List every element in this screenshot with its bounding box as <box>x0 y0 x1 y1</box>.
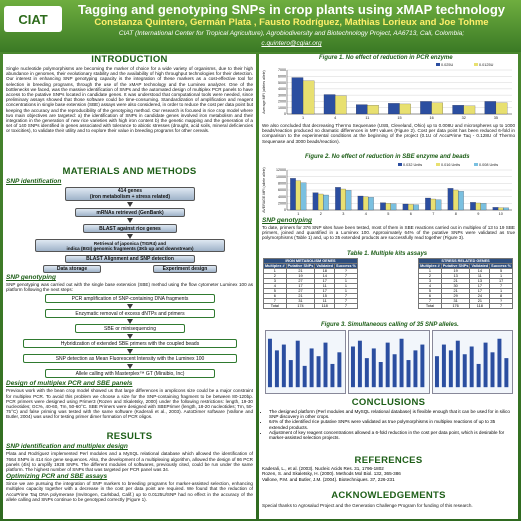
design-heading: Design of multiplex PCR and SBE panels <box>6 380 133 388</box>
table-cell: 118 <box>470 304 490 309</box>
legend-swatch <box>474 63 478 66</box>
bar <box>448 188 453 210</box>
poster-header <box>0 0 521 52</box>
snp-identification-heading: SNP identification <box>6 178 62 185</box>
results-text3: We also concluded that decreasing Thermo Sequenase (USB, Cleveland, Ohio) up to 0.008U and microspheres up to 1000 beads/reaction produced no dramatic differences in MFI values (Figure 2). Cost per data point has been reduced 6-fold in comparison to the experimental conditions at the beginning of the project (0.1U of AccuPrime Taq - 0.128U of Thermo Sequenase and 3000 beads/reaction). <box>262 123 515 144</box>
table-cell: 21 <box>286 269 315 274</box>
y-axis-label: AVERAGE MFI (allele allele) <box>262 167 266 213</box>
table-cell: 14 <box>470 269 490 274</box>
intro-text: Single nucleotide polymorphisms are becoming the marker of choice for a wide variety of organisms, due to their high abundance in genomes, their evolutionary stability and the availability of high throughput technologies for their detection. Our interest in enhancing SNP genotyping capacity is the integration of these markers as a cost-effective tool for selection in breeding programs, through the use of the xMAP technology and the Luminex analyzer. One of the bottlenecks we faced, was the massive identification of SNPs and the automated design of multiplex PCR panels to have access to the putative SNPs located in candidate genes. It was understood that computational tools were needed, since preliminary assays showed that those software could be time-consuming. Standardization of amplification and reagent concentrations in single base extension (SBE) assays were also considered, in order to reduce the cost per data point but keeping the accuracy and the reproducibility of the genotyping method. Our research is focused in rice crop model where two main objectives are targeted: a) the identification of SNPs in candidate genes involved iron metabolism and their integration in the generation of new rice varieties with high iron content b) the genetic mapping and the generation of a set of 140 SNPs identified in genes associated with tolerance to abiotic stresses (drought, acid soils, mineral deficiencies or toxicities), to validate their utility and to explore their value in breeding programs for other cereals. <box>6 66 253 134</box>
table-cell: 31 <box>286 299 315 304</box>
table-header-cell: Multiplex # <box>265 264 285 268</box>
results-text2: Since we are pursuing the integration of SNP markers to breeding programs for marker-assisted selection, enhancing multiplex capacity together with a decrease in the cost per data point are required. We found that the reduction of AccuPrime Taq DNA polymerase (Invitrogen, Carlsbad, Calif.) up to 0.0125U/SNP had no effect in the accuracy of the allele calling and SNPs continue to be genotyped correctly (Figure 1). <box>6 481 253 502</box>
bar <box>485 101 496 114</box>
table-header-cell: Putative SNPs <box>287 264 314 268</box>
bar <box>324 95 335 114</box>
y-tick-label: 5000 <box>278 80 286 85</box>
bar <box>301 183 306 210</box>
x-tick-label: 10 <box>498 212 503 216</box>
step-pcr: PCR amplification of SNP-containing DNA fragments <box>45 294 215 303</box>
bar <box>335 187 340 210</box>
table-cell: 7 <box>335 304 358 309</box>
table-cell: 1 <box>335 289 358 294</box>
x-tick-label: 9 <box>477 212 480 216</box>
y-tick-label: 0 <box>284 208 286 213</box>
table-cell: 27 <box>286 289 315 294</box>
table-cell: 1 <box>264 269 287 274</box>
results-text1: Plata and Rodríguez implemented Perl modules and a MySQL relational database which allowed the identification of 7664 SNPs in 414 rice gene sequences. Also, the development of a multiplexing algorithm, allowed the design of 86 PCR panels (4ls) to amplify 1928 SNPs. The different modules of softwares, previously cited, could be run under the same platform. The highest number of SNPs that was targeted per PCR panel was 34. <box>6 451 253 473</box>
table-cell: 17 <box>470 284 490 289</box>
table-cell: 1 <box>335 284 358 289</box>
bar <box>476 203 481 210</box>
table-cell: 24 <box>470 294 490 299</box>
flow-mrna: mRNAs retrieved (GenBank) <box>75 208 185 217</box>
table-cell: 5 <box>490 269 513 274</box>
table-cell: 15 <box>315 294 335 299</box>
table-cell: 11 <box>470 274 490 279</box>
table-cell: 3 <box>264 279 287 284</box>
conclusion-item: • 64% of the identified rice putative SNPs were validated as true polymorphisms in multiplex reactions of up to 35 extended products. <box>269 419 514 429</box>
references-heading: REFERENCES <box>354 455 423 466</box>
table-cell: 11 <box>315 299 335 304</box>
step-allele-calling: Allele calling with Masterplex™ GT (Miraibio, Inc) <box>45 369 215 378</box>
references-list <box>262 466 512 482</box>
snp-genotyping-results-text: To date, primers for 376 SNP sites have been tested, most of them in SBE reactions carried out in multiplex of 13 to 19 SBE primers, joined and quantified in a Luminex 100. Approximately 64% of the putative SNPs were validated as true polymorphisms (Table 1) and, up to 35 extended products are successfully read together (Figure 3). <box>262 225 515 241</box>
bar <box>388 103 399 114</box>
table1 <box>263 258 513 309</box>
bar <box>341 189 346 210</box>
x-tick-label: 32 <box>461 116 466 120</box>
table-cell: 2 <box>419 274 442 279</box>
bar <box>408 204 413 210</box>
bar <box>420 101 431 114</box>
bar <box>335 96 346 114</box>
bar <box>431 199 436 210</box>
table-header-cell: Success % <box>491 264 511 268</box>
x-tick-label: 7 <box>432 212 435 216</box>
bar <box>470 202 475 210</box>
table-row <box>264 304 358 309</box>
bar <box>432 103 443 114</box>
bar <box>400 104 411 114</box>
table-cell: ? <box>335 269 358 274</box>
table1-caption: Table 1. Multiple kits assays <box>347 251 428 257</box>
figure3-image <box>265 330 513 394</box>
table-cell: 176 <box>441 304 470 309</box>
bar <box>303 81 314 114</box>
legend-label: 0.016 Units <box>441 163 461 167</box>
bar <box>290 178 295 210</box>
table-cell: 17 <box>286 284 315 289</box>
table-cell: 7 <box>490 304 513 309</box>
snp-genotyping-heading: SNP genotyping <box>6 274 56 281</box>
legend-swatch <box>436 63 440 66</box>
step-enzymatic: Enzymatic removal of excess dNTPs and primers <box>45 309 215 318</box>
table-cell: 30 <box>441 284 470 289</box>
table-cell: 21 <box>470 299 490 304</box>
x-tick-label: 4 <box>334 116 337 120</box>
x-tick-label: 6 <box>409 212 412 216</box>
reference-item: Vallone, P.M. and Butler, J.M. (2004). Biotechniques. 37, 226-231 <box>262 476 395 482</box>
x-tick-label: 2 <box>319 212 322 216</box>
y-tick-label: 2000 <box>278 201 286 206</box>
authors: Constanza Quintero, Germán Plata , Fausto Rodríguez, Mathias Lorieux and Joe Tohme <box>94 17 489 28</box>
table-header-cell: Success % <box>336 264 356 268</box>
reference-item: Kaderali, L., et al. (2003). Nucleic Acids Res. 31, 1796-1802 <box>262 466 384 471</box>
legend-swatch <box>474 163 478 166</box>
table-cell: 17 <box>470 289 490 294</box>
table-cell: 21 <box>441 289 470 294</box>
table-cell: 14 <box>315 274 335 279</box>
conclusions-heading: CONCLUSIONS <box>351 397 426 408</box>
table-cell: 7 <box>335 299 358 304</box>
y-tick-label: 6000 <box>278 74 286 79</box>
table-cell: 1 <box>490 274 513 279</box>
table-cell: 17 <box>315 279 335 284</box>
table-cell: 7 <box>264 299 287 304</box>
snp-genotyping-text: SNP genotyping was carried out with the single base extension (SBE) method using the flow cytometer Luminex 100 as platform following the next steps: <box>6 282 253 293</box>
table-cell: 11 <box>315 284 335 289</box>
y-axis-label: Average MFI (alleles allele) <box>262 70 266 114</box>
affiliation: CIAT (International Center for Tropical Agriculture), Agrobiodiversity and Biotechnology Project, AA6713, Cali, Colombia; <box>118 30 465 37</box>
bar <box>503 208 508 210</box>
table-header-cell: Multiplex # <box>420 264 440 268</box>
y-tick-label: 8000 <box>278 181 286 186</box>
table-cell: 19 <box>286 274 315 279</box>
table-cell: 7 <box>335 274 358 279</box>
table-header-cell: Putative SNPs <box>442 264 469 268</box>
results-sub2: Optimizing PCR and SBE assays <box>6 473 108 481</box>
bar <box>380 203 385 210</box>
y-tick-label: 4000 <box>278 194 286 199</box>
table-cell: 4 <box>264 284 287 289</box>
step-sbe: SBE or minisequencing <box>75 324 185 333</box>
y-tick-label: 2000 <box>278 99 286 104</box>
bar <box>498 208 503 210</box>
table-cell: 1 <box>335 279 358 284</box>
y-tick-label: 10000 <box>276 174 286 179</box>
legend-label: 0.0125U <box>479 63 494 67</box>
x-tick-label: 35 <box>493 116 499 120</box>
step-detection: SNP detection as Mean Fluorescent Intensity with the Luminex 100 <box>23 354 237 363</box>
legend-label: 0.025U <box>441 63 454 67</box>
bar <box>481 203 486 210</box>
flow-arrow <box>127 202 133 207</box>
bar <box>386 203 391 210</box>
x-tick-label: 3 <box>342 212 345 216</box>
table-cell: 4 <box>419 284 442 289</box>
flow-experiment-design: Experiment design <box>153 265 217 273</box>
table-cell: 5 <box>419 289 442 294</box>
table-cell: 3 <box>419 279 442 284</box>
design-text: Previous work with the bean crop model showed us that large differences in amplicons size could be a major constraint for multiplex PCR. To avoid this problem we choose a size for the SNP-containing fragment to be between 80-120bp. PCR primers were designed using Primer3 (Rozen and Skaletsky, 2000) under the following restrictions: length, 19-30 nucleotides; GC%, 40-60, Tm, 50-60°C. SBE Primers were designed with SBEPrimer (length, 18-20 nucleotides; Tm, 50-75°C) and false priming was tested with the same software (Kaderali et al., 2003). AutoDimer software (Vallone and Butler, 2004) was used for testing primer dimer formation of PCR oligos. <box>6 388 253 420</box>
y-tick-label: 4000 <box>278 87 286 92</box>
bar <box>363 197 368 210</box>
bar <box>358 196 363 210</box>
table-header-cell: Validated <box>316 264 334 268</box>
figure2-chart <box>261 162 516 218</box>
results-heading: RESULTS <box>106 431 153 443</box>
results-sub1: SNP identification and multiplex design <box>6 443 128 451</box>
table-cell: 8 <box>490 294 513 299</box>
bar <box>413 205 418 210</box>
x-tick-label: 1 <box>297 212 300 216</box>
y-tick-label: 12000 <box>276 168 286 173</box>
table-cell: 7 <box>419 299 442 304</box>
figure3-caption: Figure 3. Simultaneous calling of 35 SNP alleles. <box>321 322 459 328</box>
bar <box>356 105 367 114</box>
email-link[interactable]: c.quintero@cgiar.org <box>261 40 322 47</box>
left-column <box>3 54 256 519</box>
bar <box>403 204 408 210</box>
table-cell: 7 <box>490 284 513 289</box>
figure3-panel-a <box>265 330 346 394</box>
poster-title: Tagging and genotyping SNPs in crop plants using xMAP technology <box>77 2 506 17</box>
table1-stress-title: STRESS RELATED GENES <box>419 259 513 264</box>
table-cell: 7 <box>335 294 358 299</box>
acknowledgements-text: Special thanks to Agrosalud Project and the Generation Challenge Program for funding of this research. <box>262 503 473 508</box>
bar <box>453 105 464 114</box>
table-cell: 2 <box>264 274 287 279</box>
y-tick-label: 7000 <box>278 68 286 73</box>
table-cell: 31 <box>441 299 470 304</box>
table1-iron <box>263 258 358 309</box>
figure3-panel-c <box>432 330 513 394</box>
table-header-cell: Validated <box>471 264 489 268</box>
bar <box>292 78 303 114</box>
x-tick-label: 4 <box>364 212 367 216</box>
bar <box>313 193 318 210</box>
flow-arrow <box>127 218 133 223</box>
x-tick-label: 11 <box>365 116 370 120</box>
conclusions-list <box>262 409 514 440</box>
legend-swatch <box>436 163 440 166</box>
ciat-logo: CIAT <box>4 6 62 32</box>
bar <box>323 195 328 210</box>
snp-identification-flowchart <box>3 185 256 273</box>
table-cell: 6 <box>419 294 442 299</box>
bar <box>436 200 441 210</box>
flow-alignment: BLAST Alignment and SNP detection <box>65 255 195 263</box>
figure2-caption: Figure 2. No effect of reduction in SBE enzyme and beads <box>305 154 470 160</box>
table-cell: 5 <box>264 289 287 294</box>
bar <box>391 204 396 210</box>
conclusion-item: • Adjustment of key reagent concentrations allowed a 6-fold reduction in the cost per data point, which is desirable for marker-assisted selection projects. <box>269 430 514 440</box>
bar <box>493 207 498 210</box>
y-tick-label: 3000 <box>278 93 286 98</box>
methods-heading: MATERIALS AND METHODS <box>62 166 197 177</box>
flow-data-storage: Data storage <box>43 265 101 273</box>
table-cell: 118 <box>315 304 335 309</box>
figure1-caption: Figure 1. No effect of reduction in PCR enzyme <box>319 55 453 61</box>
bar <box>367 105 378 114</box>
x-tick-label: 5 <box>387 212 390 216</box>
bar <box>346 190 351 210</box>
right-column <box>259 54 518 519</box>
x-tick-label: 8 <box>454 212 457 216</box>
table-cell: 13 <box>470 279 490 284</box>
table-cell: Total <box>264 304 287 309</box>
bar <box>458 191 463 210</box>
table-cell: 27 <box>286 279 315 284</box>
genotyping-steps <box>3 293 256 379</box>
x-tick-label: 16 <box>429 116 434 120</box>
flow-retrieval: Retrieval of japonica (TIGR4) and indica (BGI) genomic fragments (3Kb up and downstream) <box>35 239 225 252</box>
table-row <box>419 304 513 309</box>
conclusion-item: • The designed platform (Perl modules and MySQL relational database) is flexible enough that it can be used for in silico SNP discovery in other crops. <box>269 409 514 419</box>
bar <box>318 194 323 210</box>
table-cell: 29 <box>441 294 470 299</box>
table-cell: 13 <box>441 274 470 279</box>
table-cell: 17 <box>315 289 335 294</box>
legend-label: 0.008 Units <box>479 163 499 167</box>
flow-genes: 414 genes (iron metabolism + stress related) <box>65 187 195 201</box>
bar <box>425 198 430 210</box>
table-cell: 21 <box>441 279 470 284</box>
table-cell: 17 <box>490 279 513 284</box>
table-cell: Total <box>419 304 442 309</box>
snp-genotyping-results-heading: SNP genotyping <box>262 217 312 224</box>
table-cell: ? <box>490 299 513 304</box>
figure1-chart <box>261 62 516 122</box>
table-cell: 18 <box>315 269 335 274</box>
bar <box>464 106 475 114</box>
bar <box>296 181 301 210</box>
intro-heading: INTRODUCTION <box>91 54 168 65</box>
reference-item: Rozen, S. and Skaletsky, H. (2000). Methods Mol Biol. 132, 365-386 <box>262 471 401 477</box>
legend-label: 0.032 Units <box>403 163 423 167</box>
bar <box>496 103 507 114</box>
x-tick-label: 15 <box>397 116 402 120</box>
flow-blast: BLAST against rice genes <box>83 224 177 233</box>
figure3-panel-b <box>348 330 429 394</box>
table-cell: 19 <box>441 269 470 274</box>
table-cell: 1 <box>419 269 442 274</box>
y-tick-label: 1000 <box>278 105 286 110</box>
bar <box>368 197 373 210</box>
y-tick-label: 6000 <box>278 188 286 193</box>
y-tick-label: 0 <box>284 112 286 117</box>
table-cell: 6 <box>264 294 287 299</box>
table1-stress <box>418 258 513 309</box>
step-hybridization: Hybridization of extended SBE primers with the coupled beads <box>23 339 237 348</box>
acknowledgements-heading: ACKNOWLEDGEMENTS <box>331 490 446 501</box>
x-tick-label: 1 <box>302 116 305 120</box>
table-cell: 1 <box>490 289 513 294</box>
legend-swatch <box>398 163 402 166</box>
bar <box>453 190 458 210</box>
table-cell: 174 <box>286 304 315 309</box>
table1-iron-title: IRON METABOLISM GENES <box>264 259 358 264</box>
table-cell: 21 <box>286 294 315 299</box>
